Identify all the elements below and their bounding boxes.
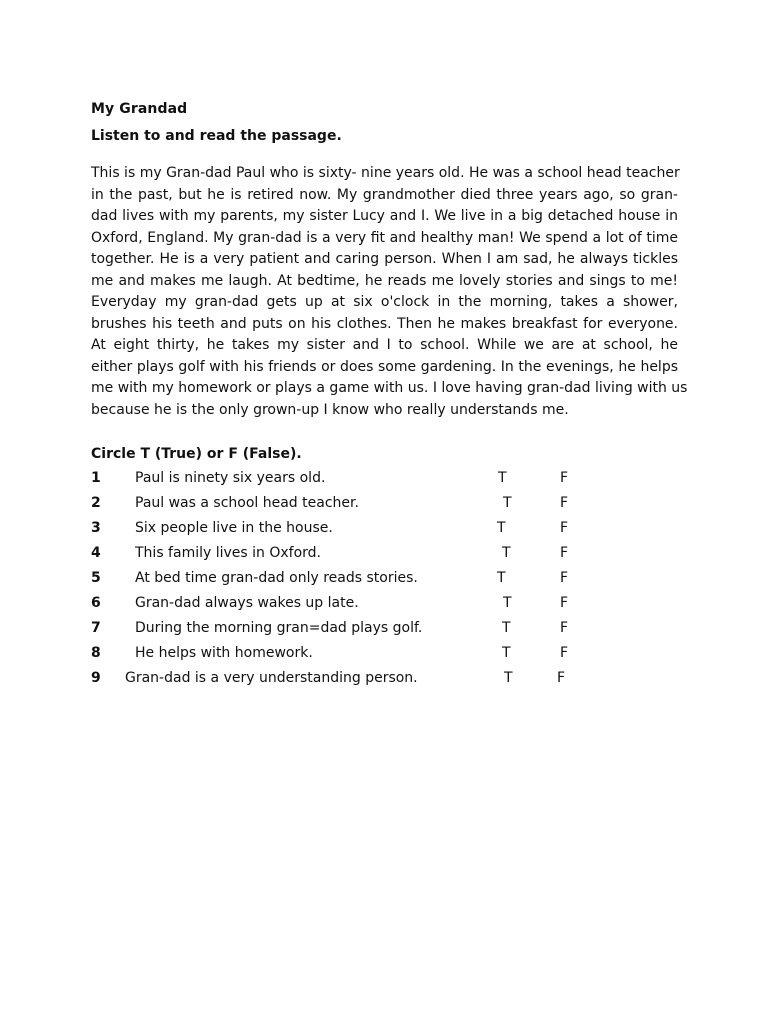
reading-passage [91,163,688,421]
question-row [0,545,768,567]
passage-line: me and makes me laugh. At bedtime, he reads me lovely stories and sings to me! [91,272,678,289]
question-number: 6 [91,595,101,611]
reading-instruction: Listen to and read the passage. [91,128,342,144]
question-number: 4 [91,545,101,561]
true-option[interactable]: T [503,495,512,511]
false-option[interactable]: F [560,595,569,611]
true-false-heading: Circle T (True) or F (False). [91,446,302,462]
true-option[interactable]: T [498,470,507,486]
question-number: 7 [91,620,101,636]
question-row [0,620,768,642]
question-text: He helps with homework. [135,645,313,661]
true-option[interactable]: T [502,645,511,661]
passage-line: me with my homework or plays a game with us. I love having gran-dad living with us [91,380,688,396]
question-number: 8 [91,645,101,661]
question-row [0,495,768,517]
passage-line: Everyday my gran-dad gets up at six o'clock in the morning, takes a shower, [91,294,678,310]
question-text: Paul was a school head teacher. [135,495,359,511]
question-row [0,595,768,617]
false-option[interactable]: F [560,570,569,586]
true-option[interactable]: T [504,670,513,686]
question-row [0,470,768,492]
question-text: During the morning gran=dad plays golf. [135,620,423,636]
passage-line: dad lives with my parents, my sister Lucy and I. We live in a big detached house in [91,208,678,224]
question-row [0,670,768,692]
true-option[interactable]: T [503,595,512,611]
question-text: Paul is ninety six years old. [135,470,326,486]
passage-line: either plays golf with his friends or does some gardening. In the evenings, he helps [91,358,678,375]
passage-line: together. He is a very patient and caring person. When I am sad, he always tickles [91,251,678,267]
passage-line: in the past, but he is retired now. My grandmother died three years ago, so gran- [91,186,678,203]
true-option[interactable]: T [502,620,511,636]
question-text: This family lives in Oxford. [135,545,321,561]
question-row [0,570,768,592]
passage-line: because he is the only grown-up I know who really understands me. [91,401,569,418]
question-row [0,645,768,667]
passage-line: Oxford, England. My gran-dad is a very fit and healthy man! We spend a lot of time [91,229,678,246]
question-text: At bed time gran-dad only reads stories. [135,570,418,586]
question-text: Gran-dad is a very understanding person. [125,670,418,686]
question-number: 1 [91,470,101,486]
false-option[interactable]: F [560,520,569,536]
document-title: My Grandad [91,101,188,117]
false-option[interactable]: F [560,645,569,661]
question-text: Six people live in the house. [135,520,333,536]
false-option[interactable]: F [560,470,569,486]
true-option[interactable]: T [502,545,511,561]
question-row [0,520,768,542]
passage-line: brushes his teeth and puts on his clothes. Then he makes breakfast for everyone. [91,315,678,332]
question-number: 2 [91,495,101,511]
question-number: 9 [91,670,101,686]
question-number: 5 [91,570,101,586]
passage-line: This is my Gran-dad Paul who is sixty- nine years old. He was a school head teacher [91,165,680,181]
question-number: 3 [91,520,101,536]
false-option[interactable]: F [560,620,569,636]
false-option[interactable]: F [560,545,569,561]
question-text: Gran-dad always wakes up late. [135,595,359,611]
passage-line: At eight thirty, he takes my sister and I to school. While we are at school, he [91,337,678,353]
true-option[interactable]: T [497,570,506,586]
false-option[interactable]: F [557,670,566,686]
false-option[interactable]: F [560,495,569,511]
true-option[interactable]: T [497,520,506,536]
